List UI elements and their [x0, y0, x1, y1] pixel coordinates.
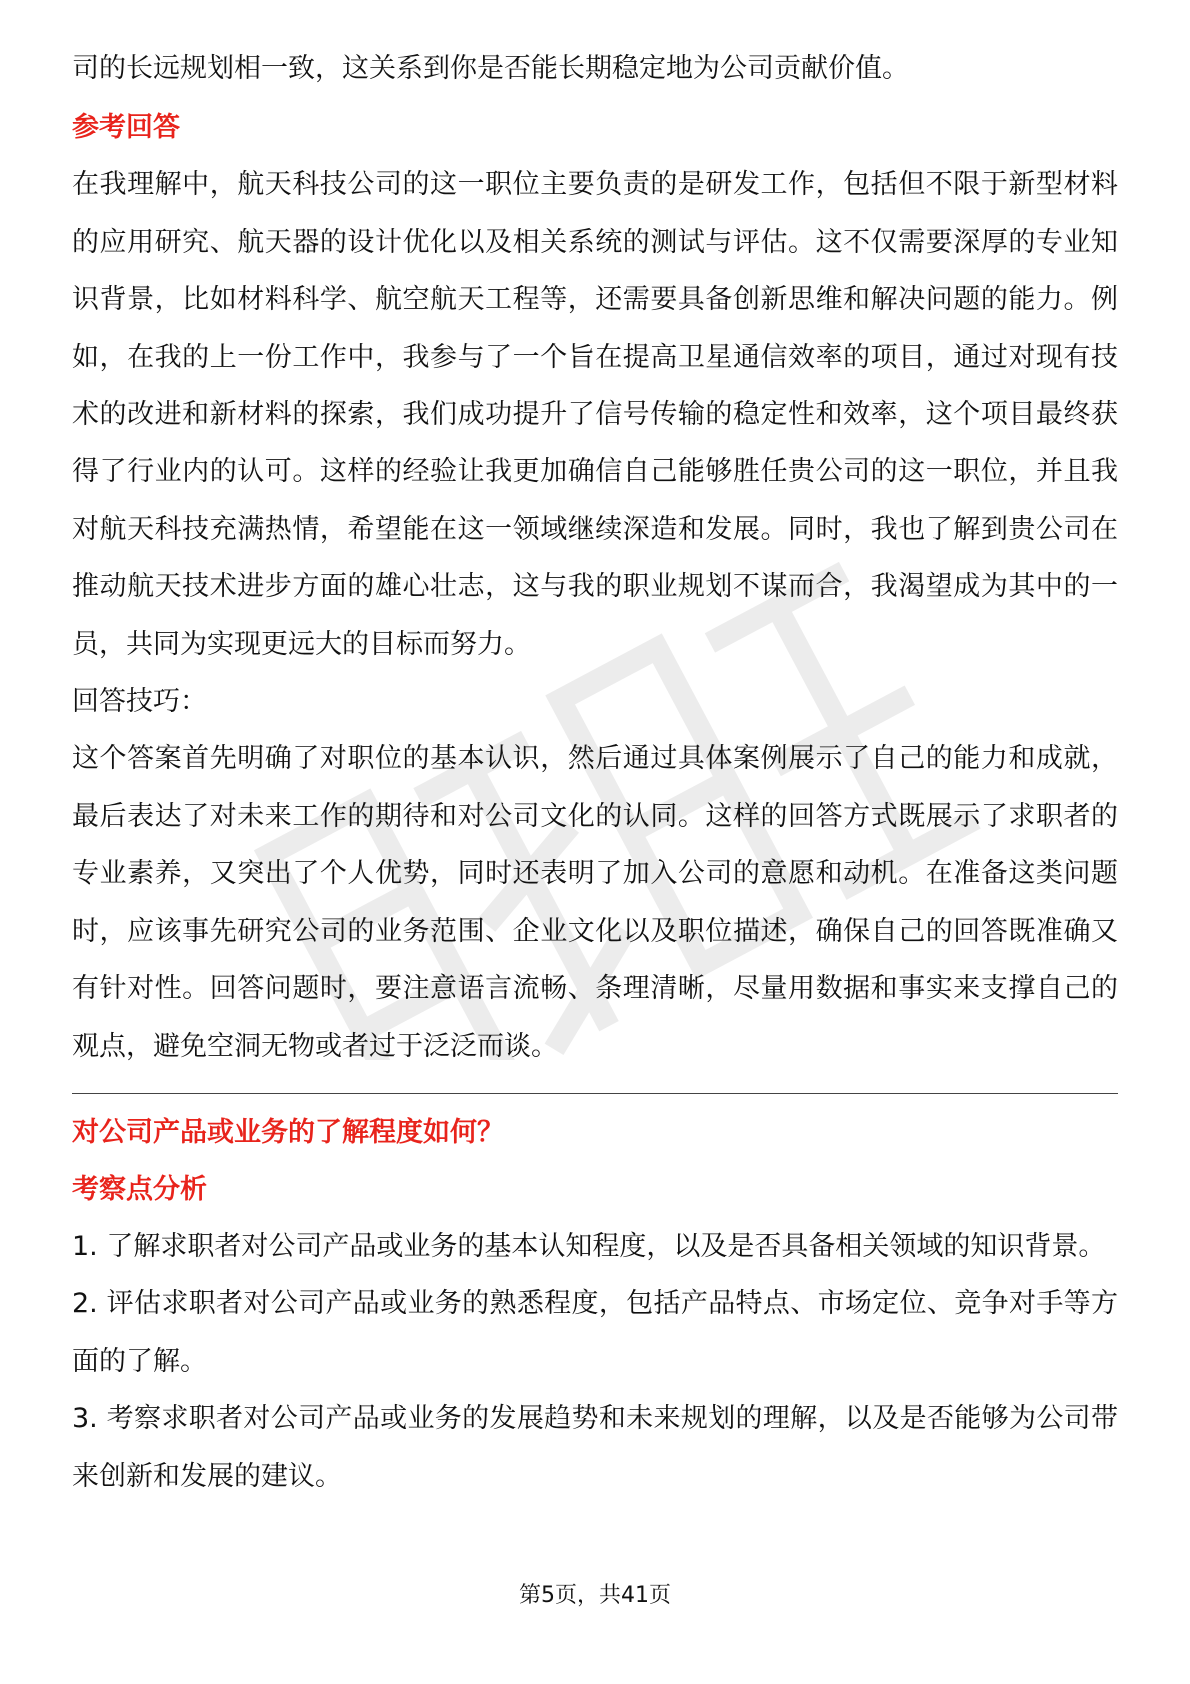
document-page [72, 40, 1118, 1505]
tips-heading: 回答技巧： [72, 686, 207, 718]
intro-tail-text: 司的长远规划相一致，这关系到你是否能长期稳定地为公司贡献价值。 [72, 53, 909, 84]
reference-answer-body: 在我理解中，航天科技公司的这一职位主要负责的是研发工作，包括但不限于新型材料的应用研究、航天器的设计优化以及相关系统的测试与评估。这不仅需要深厚的专业知识背景，比如材料科学、航空航天工程等，还需要具备创新思维和解决问题的能力。例如，在我的上一份工作中，我参与了一个旨在提高卫星通信效率的项目，通过对现有技术的改进和新材料的探索，我们成功提升了信号传输的稳定性和效率，这个项目最终获得了行业内的认可。这样的经验让我更加确信自己能够胜任贵公司的这一职位，并且我对航天科技充满热情，希望能在这一领域继续深造和发展。同时，我也了解到贵公司在推动航天技术进步方面的雄心壮志，这与我的职业规划不谋而合，我渴望成为其中的一员，共同为实现更远大的目标而努力。 [72, 169, 1118, 660]
analysis-heading: 考察点分析 [72, 1173, 207, 1205]
tips-body: 这个答案首先明确了对职位的基本认识，然后通过具体案例展示了自己的能力和成就，最后表达了对未来工作的期待和对公司文化的认同。这样的回答方式既展示了求职者的专业素养，又突出了个人优势，同时还表明了加入公司的意愿和动机。在准备这类问题时，应该事先研究公司的业务范围、企业文化以及职位描述，确保自己的回答既准确又有针对性。回答问题时，要注意语言流畅、条理清晰，尽量用数据和事实来支撑自己的观点，避免空洞无物或者过于泛泛而谈。 [72, 743, 1118, 1062]
section-divider [72, 1093, 1118, 1094]
reference-answer-heading: 参考回答 [72, 112, 180, 144]
question-title: 对公司产品或业务的了解程度如何？ [72, 1116, 504, 1148]
analysis-point-3: 3. 考察求职者对公司产品或业务的发展趋势和未来规划的理解，以及是否能够为公司带来创新和发展的建议。 [72, 1403, 1118, 1492]
page-footer: 第5页，共41页 [519, 1583, 671, 1608]
analysis-point-2: 2. 评估求职者对公司产品或业务的熟悉程度，包括产品特点、市场定位、竞争对手等方面的了解。 [72, 1288, 1118, 1377]
analysis-point-1: 1. 了解求职者对公司产品或业务的基本认知程度，以及是否具备相关领域的知识背景。 [72, 1230, 1106, 1262]
